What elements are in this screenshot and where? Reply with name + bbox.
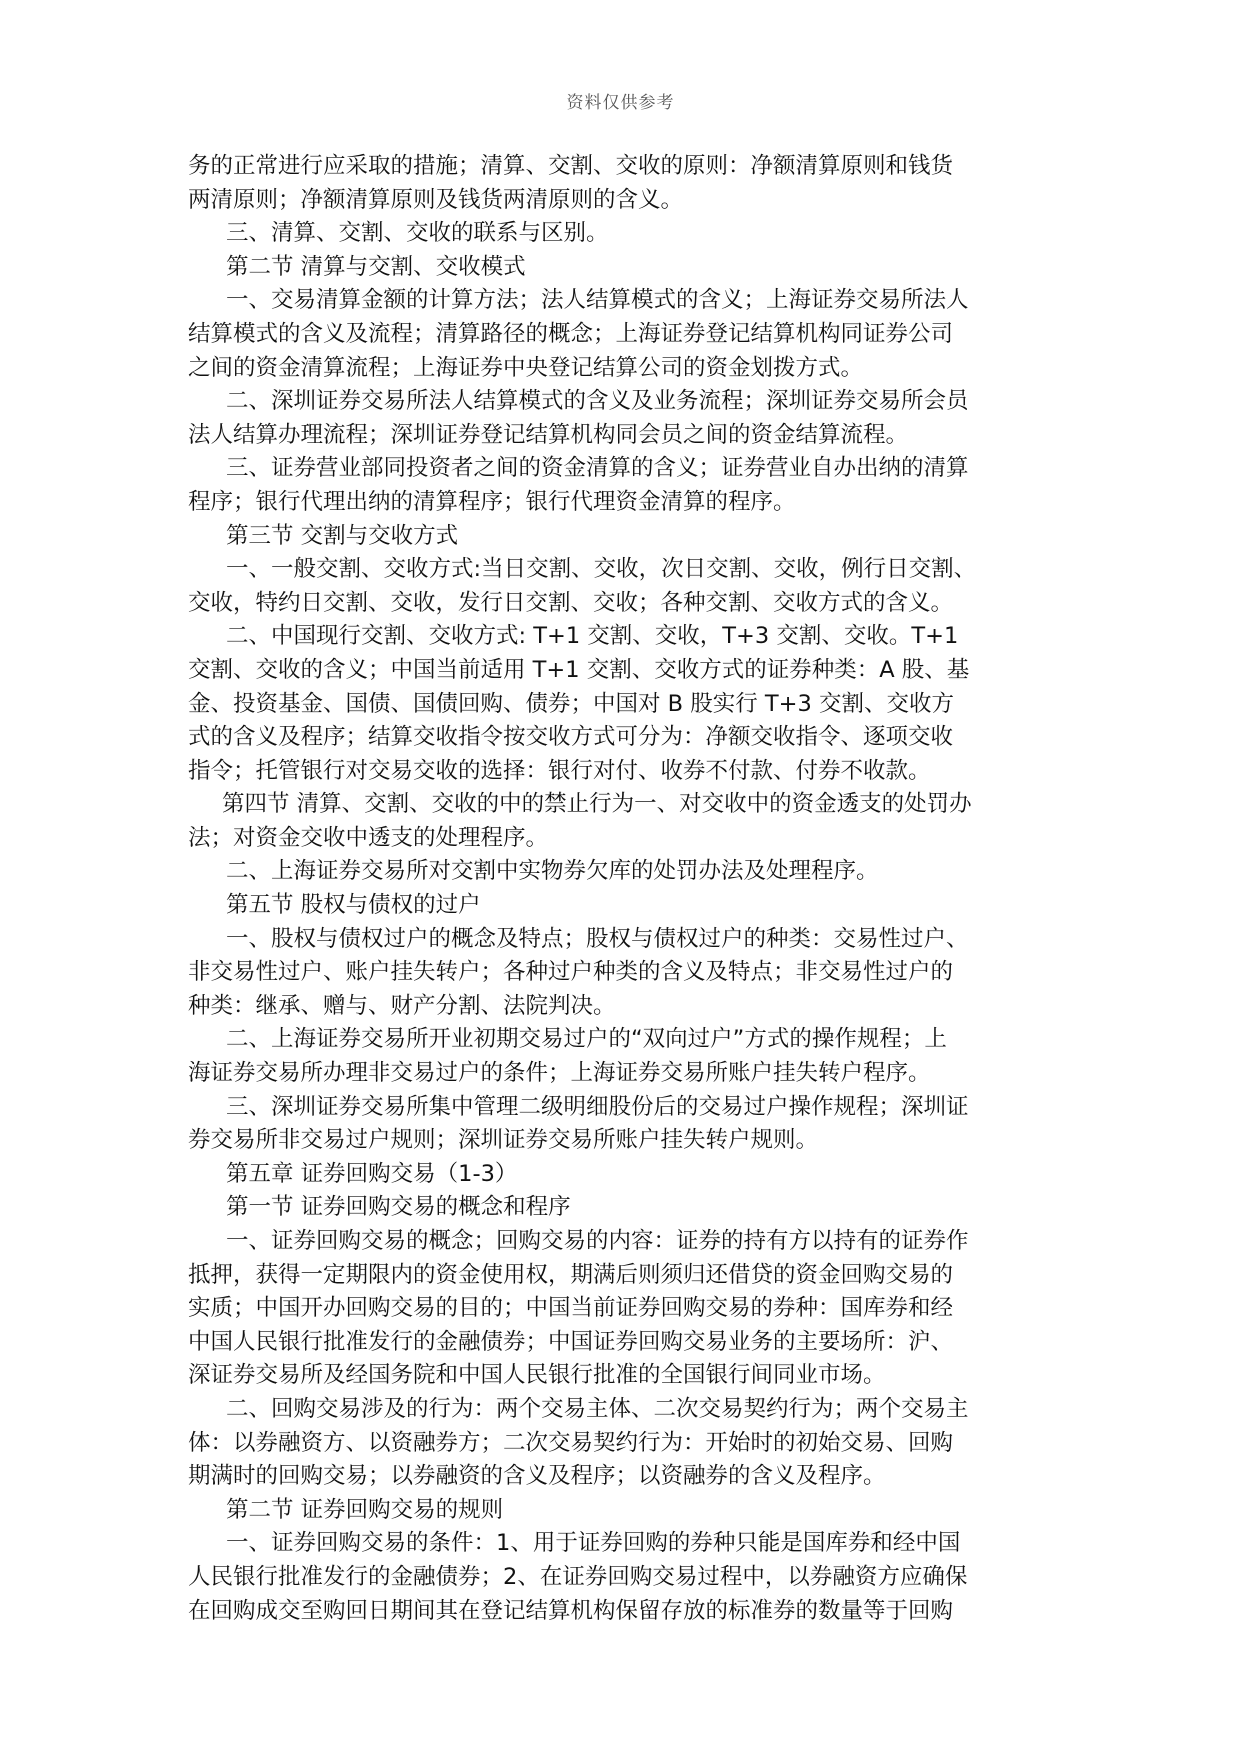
text-line: 二、上海证券交易所对交割中实物券欠库的处罚办法及处理程序。 (226, 858, 879, 885)
text-line: 法人结算办理流程；深圳证券登记结算机构同会员之间的资金结算流程。 (188, 421, 909, 448)
text-line: 第一节 证券回购交易的概念和程序 (226, 1194, 571, 1221)
text-line: 二、上海证券交易所开业初期交易过户的“双向过户”方式的操作规程；上 (226, 1026, 947, 1053)
text-line: 在回购成交至购回日期间其在登记结算机构保留存放的标准券的数量等于回购 (188, 1597, 954, 1624)
text-line: 三、深圳证券交易所集中管理二级明细股份后的交易过户操作规程；深圳证 (226, 1093, 969, 1120)
text-line: 结算模式的含义及流程；清算路径的概念；上海证券登记结算机构同证券公司 (188, 320, 954, 347)
text-line: 之间的资金清算流程；上海证券中央登记结算公司的资金划拨方式。 (188, 354, 864, 381)
text-line: 程序；银行代理出纳的清算程序；银行代理资金清算的程序。 (188, 488, 796, 515)
text-line: 两清原则；净额清算原则及钱货两清原则的含义。 (188, 186, 684, 213)
text-line: 交收，特约日交割、交收，发行日交割、交收；各种交割、交收方式的含义。 (188, 589, 954, 616)
text-line: 式的含义及程序；结算交收指令按交收方式可分为：净额交收指令、逐项交收 (188, 724, 954, 751)
text-line: 一、证券回购交易的条件：1、用于证券回购的券种只能是国库券和经中国 (226, 1530, 961, 1557)
text-line: 期满时的回购交易；以券融资的含义及程序；以资融券的含义及程序。 (188, 1463, 886, 1490)
document-body (188, 150, 1058, 1628)
text-line: 务的正常进行应采取的措施；清算、交割、交收的原则：净额清算原则和钱货 (188, 153, 954, 179)
text-line: 种类：继承、赠与、财产分割、法院判决。 (188, 992, 616, 1019)
text-line: 实质；中国开办回购交易的目的；中国当前证券回购交易的券种：国库券和经 (188, 1295, 954, 1322)
text-line: 第四节 清算、交割、交收的中的禁止行为一、对交收中的资金透支的处罚办 (222, 791, 972, 818)
text-line: 指令；托管银行对交易交收的选择：银行对付、收券不付款、付券不收款。 (188, 757, 931, 784)
text-line: 中国人民银行批准发行的金融债券；中国证券回购交易业务的主要场所：沪、 (188, 1328, 954, 1355)
text-line: 人民银行批准发行的金融债券；2、在证券回购交易过程中，以券融资方应确保 (188, 1563, 968, 1590)
text-line: 二、中国现行交割、交收方式: T+1 交割、交收，T+3 交割、交收。T+1 (226, 623, 959, 650)
text-line: 体：以券融资方、以资融券方；二次交易契约行为：开始时的初始交易、回购 (188, 1429, 954, 1456)
text-line: 三、清算、交割、交收的联系与区别。 (226, 220, 609, 247)
text-line: 第二节 证券回购交易的规则 (226, 1496, 504, 1523)
text-line: 一、交易清算金额的计算方法；法人结算模式的含义；上海证券交易所法人 (226, 287, 969, 314)
text-line: 金、投资基金、国债、国债回购、债券；中国对 B 股实行 T+3 交割、交收方 (188, 690, 954, 717)
text-line: 二、深圳证券交易所法人结算模式的含义及业务流程；深圳证券交易所会员 (226, 388, 969, 415)
text-line: 第五章 证券回购交易（1-3） (226, 1160, 518, 1187)
text-line: 第五节 股权与债权的过户 (226, 892, 481, 919)
text-line: 一、证券回购交易的概念；回购交易的内容：证券的持有方以持有的证券作 (226, 1228, 969, 1254)
text-line: 第二节 清算与交割、交收模式 (226, 253, 526, 280)
text-line: 海证券交易所办理非交易过户的条件；上海证券交易所账户挂失转户程序。 (188, 1060, 931, 1087)
text-line: 三、证券营业部同投资者之间的资金清算的含义；证券营业自办出纳的清算 (226, 455, 969, 482)
text-line: 二、回购交易涉及的行为：两个交易主体、二次交易契约行为；两个交易主 (226, 1395, 969, 1422)
text-line: 券交易所非交易过户规则；深圳证券交易所账户挂失转户规则。 (188, 1127, 819, 1154)
text-line: 法；对资金交收中透支的处理程序。 (188, 824, 549, 851)
text-line: 深证券交易所及经国务院和中国人民银行批准的全国银行间同业市场。 (188, 1362, 886, 1389)
text-line: 非交易性过户、账户挂失转户；各种过户种类的含义及特点；非交易性过户的 (188, 959, 954, 986)
text-line: 抵押，获得一定期限内的资金使用权，期满后则须归还借贷的资金回购交易的 (188, 1261, 954, 1288)
text-line: 第三节 交割与交收方式 (226, 522, 459, 549)
text-line: 交割、交收的含义；中国当前适用 T+1 交割、交收方式的证券种类：A 股、基 (188, 656, 970, 683)
text-line: 一、股权与债权过户的概念及特点；股权与债权过户的种类：交易性过户、 (226, 925, 969, 952)
text-line: 一、一般交割、交收方式:当日交割、交收，次日交割、交收，例行日交割、 (226, 556, 977, 583)
page-header: 资料仅供参考 (566, 93, 675, 113)
